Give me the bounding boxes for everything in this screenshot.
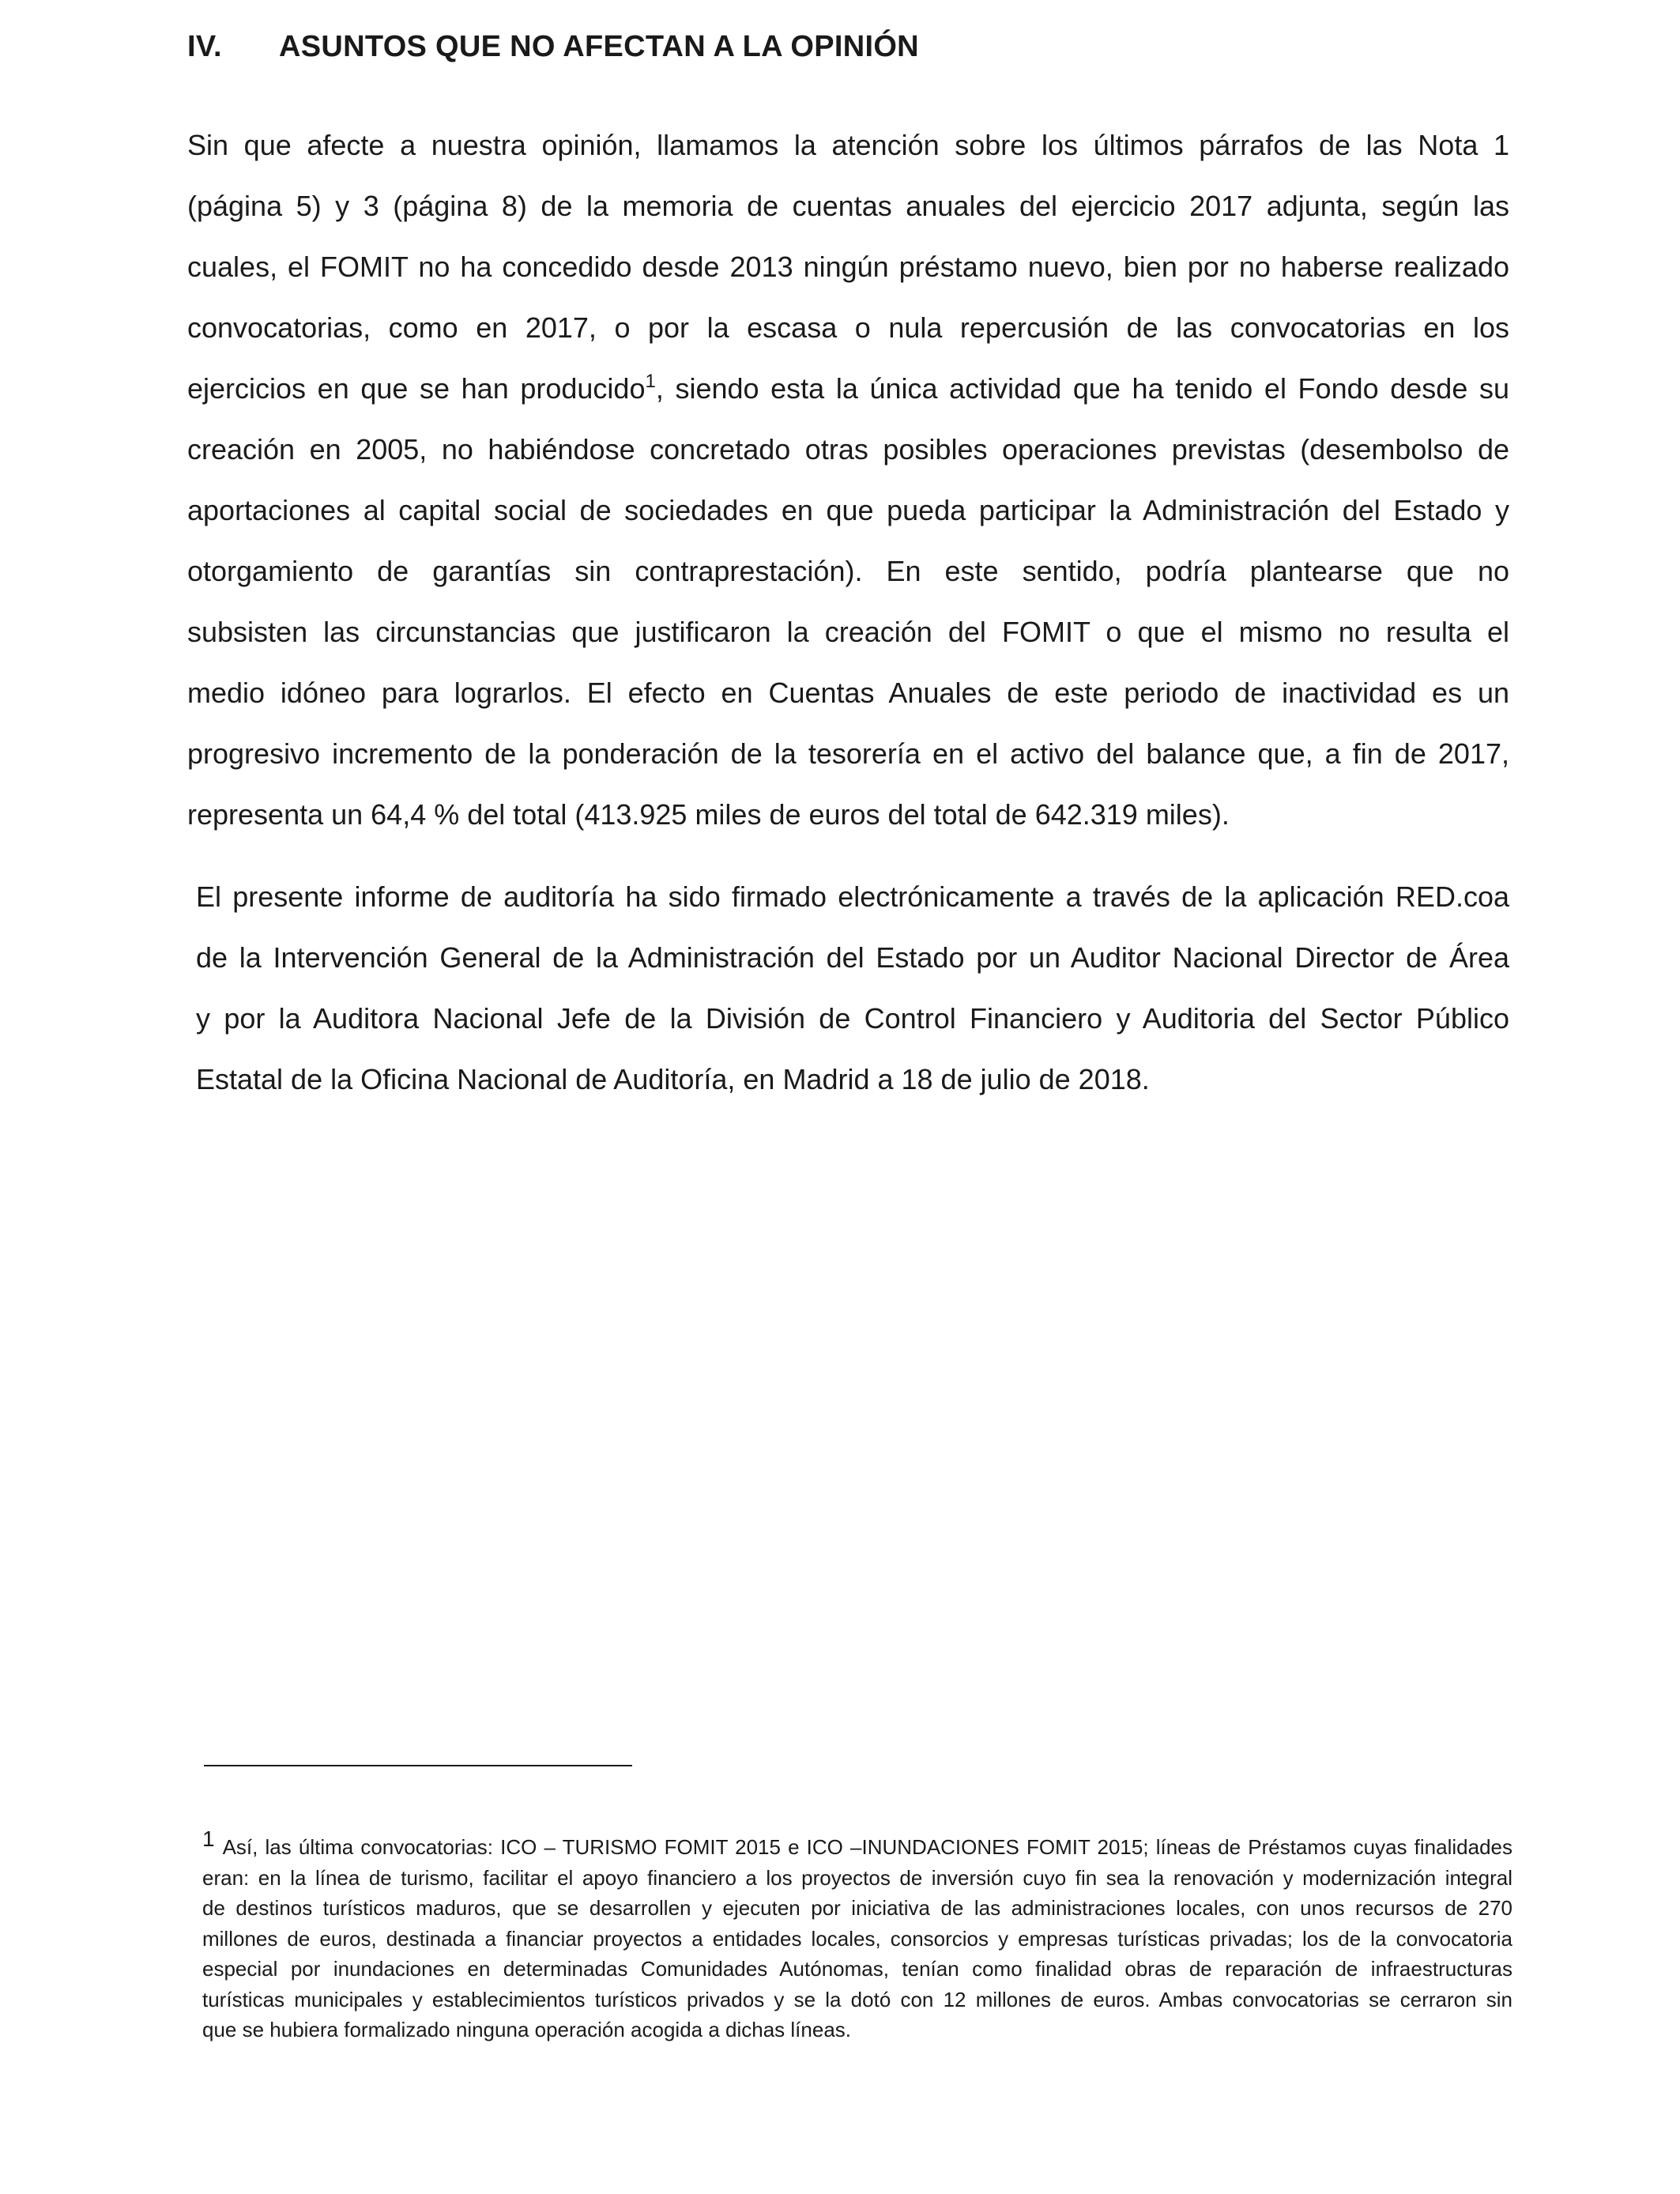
paragraph-line: Estatal de la Oficina Nacional de Auditoría, en Madrid a 18 de julio de 2018. [196,1063,1150,1095]
paragraph-line: convocatorias, como en 2017, o por la escasa o nula repercusión de las convocatorias en los [187,311,1509,344]
footnote-separator [204,1765,632,1766]
footnote-line: turísticas municipales y establecimientos turísticos privados y se la dotó con 12 millones de euros. Ambas convocatorias se cerraron sin [202,1987,1512,2011]
footnote-line: especial por inundaciones en determinadas Comunidades Autónomas, tenían como finalidad obras de reparación de infraestructuras [202,1957,1512,1981]
footnote-line: millones de euros, destinada a financiar proyectos a entidades locales, consorcios y empresas turísticas privadas; los de la convocatoria [202,1926,1512,1951]
line-text: ejercicios en que se han producido [187,372,646,405]
line-text: Así, las última convocatorias: ICO – TURISMO FOMIT 2015 e ICO –INUNDACIONES FOMIT 2015; líneas de Préstamos cuyas finalidades [222,1835,1512,1859]
paragraph-line: representa un 64,4 % del total (413.925 miles de euros del total de 642.319 miles). [187,798,1230,831]
paragraph-line: El presente informe de auditoría ha sido firmado electrónicamente a través de la aplicación RED.coa [196,880,1509,913]
section-number: IV. [187,30,222,63]
paragraph-line: medio idóneo para lograrlos. El efecto en Cuentas Anuales de este periodo de inactividad es un [187,677,1509,709]
paragraph-signature [196,866,1509,1110]
footnote-line: eran: en la línea de turismo, facilitar el apoyo financiero a los proyectos de inversión cuyo fin sea la renovación y modernización integral [202,1865,1512,1890]
footnote-marker: 1 [202,1826,215,1851]
footnote [202,1826,1512,2045]
paragraph-line: creación en 2005, no habiéndose concretado otras posibles operaciones previstas (desembolso de [187,433,1509,466]
paragraph-line: Sin que afecte a nuestra opinión, llamamos la atención sobre los últimos párrafos de las Nota 1 [187,129,1509,161]
paragraph-line: cuales, el FOMIT no ha concedido desde 2013 ningún préstamo nuevo, bien por no haberse realizado [187,251,1509,283]
footnote-line: que se hubiera formalizado ninguna operación acogida a dichas líneas. [202,2018,852,2041]
paragraph-line: de la Intervención General de la Administración del Estado por un Auditor Nacional Director de Área [196,941,1509,974]
paragraph-line [187,358,1509,419]
footnote-line: de destinos turísticos maduros, que se desarrollen y ejecuten por iniciativa de las administraciones locales, con unos recursos de 270 [202,1896,1512,1920]
paragraph-emphasis [187,115,1509,845]
paragraph-line: otorgamiento de garantías sin contraprestación). En este sentido, podría plantearse que no [187,555,1509,587]
footnote-reference[interactable]: 1 [645,371,656,392]
section-title: ASUNTOS QUE NO AFECTAN A LA OPINIÓN [279,30,919,63]
footnote-line [202,1826,1512,1863]
line-text: , siendo esta la única actividad que ha tenido el Fondo desde su [655,372,1509,405]
paragraph-line: subsisten las circunstancias que justificaron la creación del FOMIT o que el mismo no resulta el [187,616,1509,648]
paragraph-line: progresivo incremento de la ponderación de la tesorería en el activo del balance que, a fin de 2017, [187,737,1509,770]
section-heading [187,30,919,64]
paragraph-line: (página 5) y 3 (página 8) de la memoria de cuentas anuales del ejercicio 2017 adjunta, según las [187,190,1509,222]
paragraph-line: y por la Auditora Nacional Jefe de la División de Control Financiero y Auditoria del Sector Público [196,1002,1509,1035]
paragraph-line: aportaciones al capital social de sociedades en que pueda participar la Administración del Estado y [187,494,1509,526]
